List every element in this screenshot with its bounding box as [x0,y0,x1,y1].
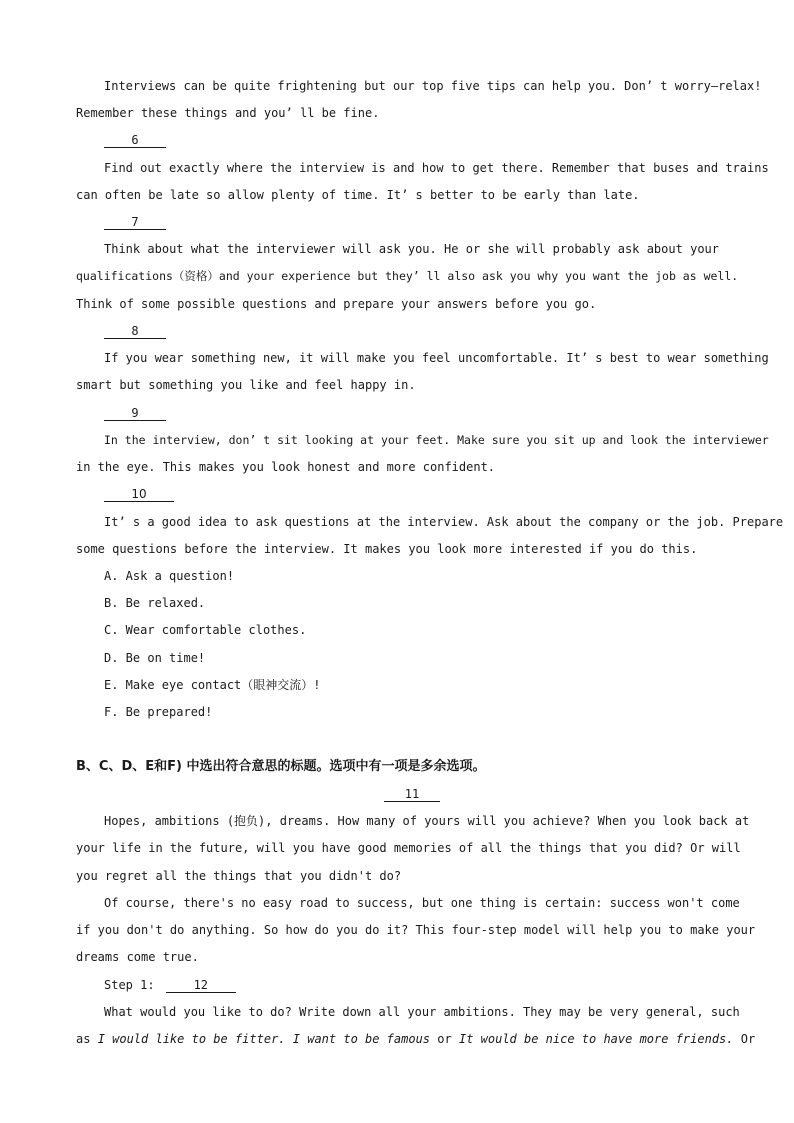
paragraph-3-line-2: as I would like to be fitter. I want to be famous or It would be nice to have more friends. Or [76,1032,756,1046]
option-b: B. Be relaxed. [104,596,206,610]
answer-blank-11 [384,786,444,802]
step-1-heading [104,977,719,993]
example-ambition-2: I want to be famous [292,1032,431,1046]
blank-number: 7 [104,215,166,230]
blank-number: 8 [104,324,166,339]
option-a: A. Ask a question! [104,569,235,583]
answer-blank-7 [104,214,719,230]
answer-blank-9 [104,405,719,421]
option-f: F. Be prepared! [104,705,213,719]
option-d: D. Be on time! [104,651,206,665]
blank-number: 12 [166,978,236,993]
paragraph-1-line-3: you regret all the things that you didn't do? [76,869,402,883]
blank-number: 9 [104,406,166,421]
answer-blank-6 [104,132,719,148]
paragraph-3-line-1: What would you like to do? Write down all your ambitions. They may be very general, such [104,1005,740,1019]
intro-line-1: Interviews can be quite frightening but our top five tips can help you. Don’ t worry—relax! [104,79,762,93]
tip-6-line-1: Find out exactly where the interview is and how to get there. Remember that buses and trains [104,161,769,175]
tip-9-line-2: in the eye. This makes you look honest and more confident. [76,460,496,474]
answer-blank-8 [104,323,719,339]
option-c: C. Wear comfortable clothes. [104,623,307,637]
paragraph-2-line-1: Of course, there's no easy road to success, but one thing is certain: success won't come [104,896,740,910]
passage-2-instructions-line-2: B、C、D、E和F) 中选出符合意思的标题。选项中有一项是多余选项。 [76,759,486,774]
paragraph-2-line-3: dreams come true. [76,950,199,964]
step-label: Step 1: [104,978,155,992]
option-e: E. Make eye contact（眼神交流）! [104,678,321,692]
tip-6-line-2: can often be late so allow plenty of time. It’ s better to be early than late. [76,188,640,202]
intro-line-2: Remember these things and you’ ll be fine. [76,106,380,120]
answer-blank-10 [104,486,719,502]
example-ambition-1: I would like to be fitter. [97,1032,286,1046]
tip-9-line-1: In the interview, don’ t sit looking at your feet. Make sure you sit up and look the interviewer [104,433,769,447]
example-ambition-3: It would be nice to have more friends. [458,1032,734,1046]
blank-number: 6 [104,133,166,148]
tip-10-line-1: It’ s a good idea to ask questions at the interview. Ask about the company or the job. Prepare [104,515,784,529]
blank-number: 11 [384,787,440,802]
blank-number: 10 [104,487,174,502]
tip-7-line-2: qualifications（资格）and your experience but they’ ll also ask you why you want the job as well. [76,269,739,283]
paragraph-1-line-2: your life in the future, will you have good memories of all the things that you did? Or will [76,841,741,855]
tip-7-line-1: Think about what the interviewer will ask you. He or she will probably ask about your [104,242,719,256]
tip-10-line-2: some questions before the interview. It makes you look more interested if you do this. [76,542,698,556]
tip-7-line-3: Think of some possible questions and prepare your answers before you go. [76,297,597,311]
paragraph-2-line-2: if you don't do anything. So how do you do it? This four-step model will help you to make your [76,923,756,937]
paragraph-1-line-1: Hopes, ambitions (抱负), dreams. How many of yours will you achieve? When you look back at [104,814,750,828]
tip-8-line-2: smart but something you like and feel happy in. [76,378,416,392]
tip-8-line-1: If you wear something new, it will make you feel uncomfortable. It’ s best to wear something [104,351,769,365]
